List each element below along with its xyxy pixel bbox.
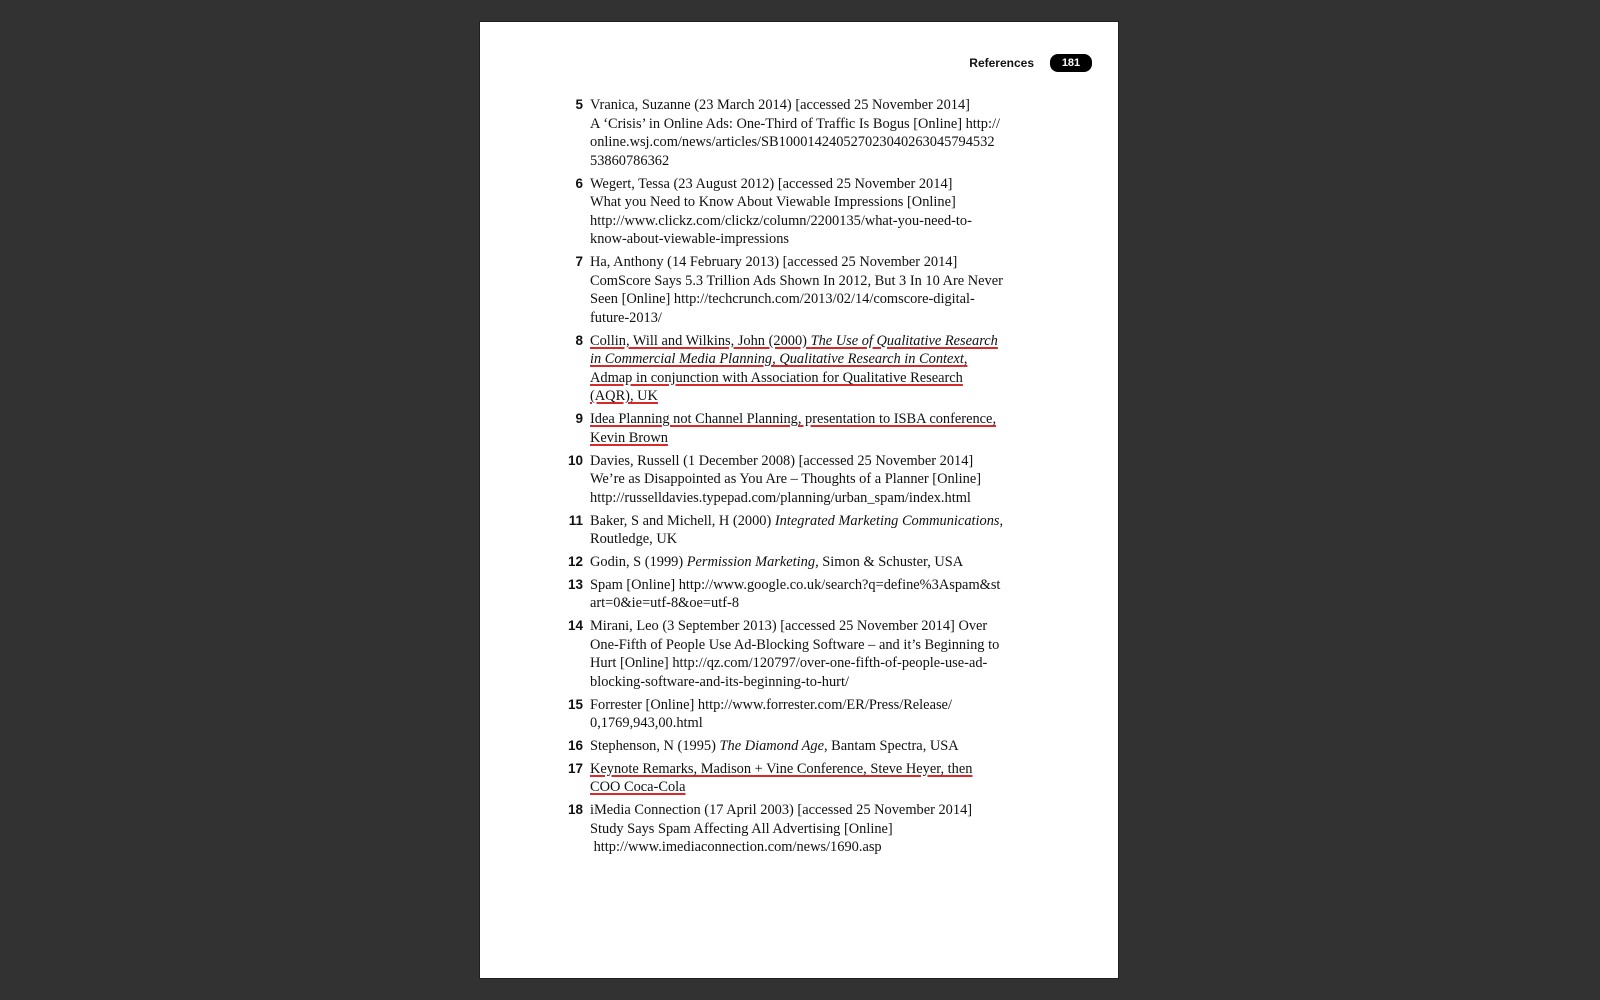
reference-text-part: iMedia Connection (17 April 2003) [accessed 25 November 2014] Study Says Spam Affecting All Advertising [Online] http://www.imediaconnection.com/news/1690.asp bbox=[590, 802, 973, 856]
reference-number: 8 bbox=[575, 332, 583, 348]
reference-text-part: Mirani, Leo (3 September 2013) [accessed 25 November 2014] Over One-Fifth of People Use Ad-Blocking Software – and it’s Beginning to Hurt [Online] http://qz.com/120797/over-one-fifth-of-people-use-ad- blocking-software-and-its-beginning-to-hurt/ bbox=[590, 618, 1000, 690]
reference-text-part: , Routledge, UK bbox=[590, 512, 1004, 548]
reference-item bbox=[560, 332, 1030, 406]
reference-text-part: , Admap in conjunction with Association for Qualitative Research (AQR), UK bbox=[590, 351, 968, 405]
section-title: References bbox=[969, 56, 1034, 70]
reference-text-part: Spam [Online] http://www.google.co.uk/search?q=define%3Aspam&st art=0&ie=utf-8&oe=utf-8 bbox=[590, 576, 1001, 612]
reference-text bbox=[590, 760, 1030, 797]
reference-number: 13 bbox=[567, 576, 583, 592]
reference-number: 5 bbox=[575, 97, 583, 112]
reference-text bbox=[590, 801, 1030, 857]
reference-title-italic: The Diamond Age bbox=[719, 738, 824, 755]
reference-text bbox=[590, 553, 1030, 572]
reference-text-part: Godin, S (1999) bbox=[590, 553, 687, 570]
reference-item bbox=[560, 576, 1030, 613]
reference-item bbox=[560, 737, 1030, 756]
reference-number: 18 bbox=[567, 802, 583, 818]
reference-text bbox=[590, 410, 1030, 447]
references-list bbox=[560, 96, 1030, 861]
reference-item bbox=[560, 410, 1030, 447]
reference-text-part: Forrester [Online] http://www.forrester.com/ER/Press/Release/ 0,1769,943,00.html bbox=[590, 696, 952, 732]
reference-title-italic: The Use of Qualitative Research in Commercial Media Planning, Qualitative Research in Context bbox=[590, 332, 998, 368]
reference-title-italic: Integrated Marketing Communications bbox=[774, 512, 1000, 529]
reference-text bbox=[590, 332, 1030, 406]
reference-item bbox=[560, 253, 1030, 327]
reference-number: 17 bbox=[567, 760, 583, 776]
reference-text-part: Ha, Anthony (14 February 2013) [accessed 25 November 2014] ComScore Says 5.3 Trillion Ads Shown In 2012, But 3 In 10 Are Never Seen [Online] http://techcrunch.com/2013/02/14/comscore-digital- future-2013/ bbox=[590, 254, 1003, 326]
reference-text-part: , Simon & Schuster, USA bbox=[815, 553, 964, 570]
reference-item bbox=[560, 452, 1030, 508]
reference-number: 11 bbox=[568, 512, 583, 528]
reference-number: 16 bbox=[567, 738, 583, 754]
reference-number: 7 bbox=[575, 254, 583, 270]
reference-title-italic: Permission Marketing bbox=[686, 553, 816, 570]
reference-text-part: Stephenson, N (1995) bbox=[590, 738, 720, 755]
reference-item bbox=[560, 175, 1030, 249]
reference-text bbox=[590, 696, 1030, 733]
reference-item bbox=[560, 553, 1030, 572]
reference-text bbox=[590, 452, 1030, 508]
reference-text-part: Baker, S and Michell, H (2000) bbox=[590, 512, 775, 529]
reference-item bbox=[560, 801, 1030, 857]
reference-text-part: Wegert, Tessa (23 August 2012) [accessed 25 November 2014] What you Need to Know About Viewable Impressions [Online] http://www.clickz.com/clickz/column/2200135/what-you-need-to- know-about-viewable-impressions bbox=[590, 175, 972, 248]
running-head bbox=[969, 54, 1092, 72]
reference-text bbox=[590, 253, 1030, 327]
reference-text bbox=[590, 617, 1030, 691]
reference-text-part: Davies, Russell (1 December 2008) [accessed 25 November 2014] We’re as Disappointed as You Are – Thoughts of a Planner [Online] http://russelldavies.typepad.com/planning/urban_spam/index.html bbox=[590, 452, 982, 506]
document-page bbox=[480, 22, 1118, 978]
reference-text-part: , Bantam Spectra, USA bbox=[823, 738, 959, 755]
reference-item bbox=[560, 760, 1030, 797]
reference-text bbox=[590, 512, 1030, 549]
reference-number: 15 bbox=[567, 696, 583, 712]
reference-text bbox=[590, 175, 1030, 249]
page-number-badge: 181 bbox=[1050, 54, 1092, 72]
reference-number: 6 bbox=[575, 175, 583, 191]
reference-item bbox=[560, 96, 1030, 170]
reference-text bbox=[590, 737, 1030, 756]
reference-item bbox=[560, 512, 1030, 549]
reference-number: 10 bbox=[567, 452, 583, 468]
reference-text-part: Keynote Remarks, Madison + Vine Conference, Steve Heyer, then COO Coca-Cola bbox=[590, 760, 973, 796]
reference-text-part: Collin, Will and Wilkins, John (2000) bbox=[590, 332, 811, 349]
reference-text bbox=[590, 576, 1030, 613]
reference-item bbox=[560, 696, 1030, 733]
reference-text-part: Idea Planning not Channel Planning, presentation to ISBA conference, Kevin Brown bbox=[590, 411, 997, 446]
reference-number: 12 bbox=[567, 553, 583, 569]
reference-number: 9 bbox=[575, 411, 583, 427]
reference-text bbox=[590, 96, 1030, 170]
reference-number: 14 bbox=[567, 618, 583, 634]
reference-text-part: Vranica, Suzanne (23 March 2014) [accessed 25 November 2014] A ‘Crisis’ in Online Ads: One-Third of Traffic Is Bogus [Online] http:// online.wsj.com/news/articles/SB1000142405270230402630457945​32 53860786362 bbox=[590, 97, 1000, 169]
reference-item bbox=[560, 617, 1030, 691]
